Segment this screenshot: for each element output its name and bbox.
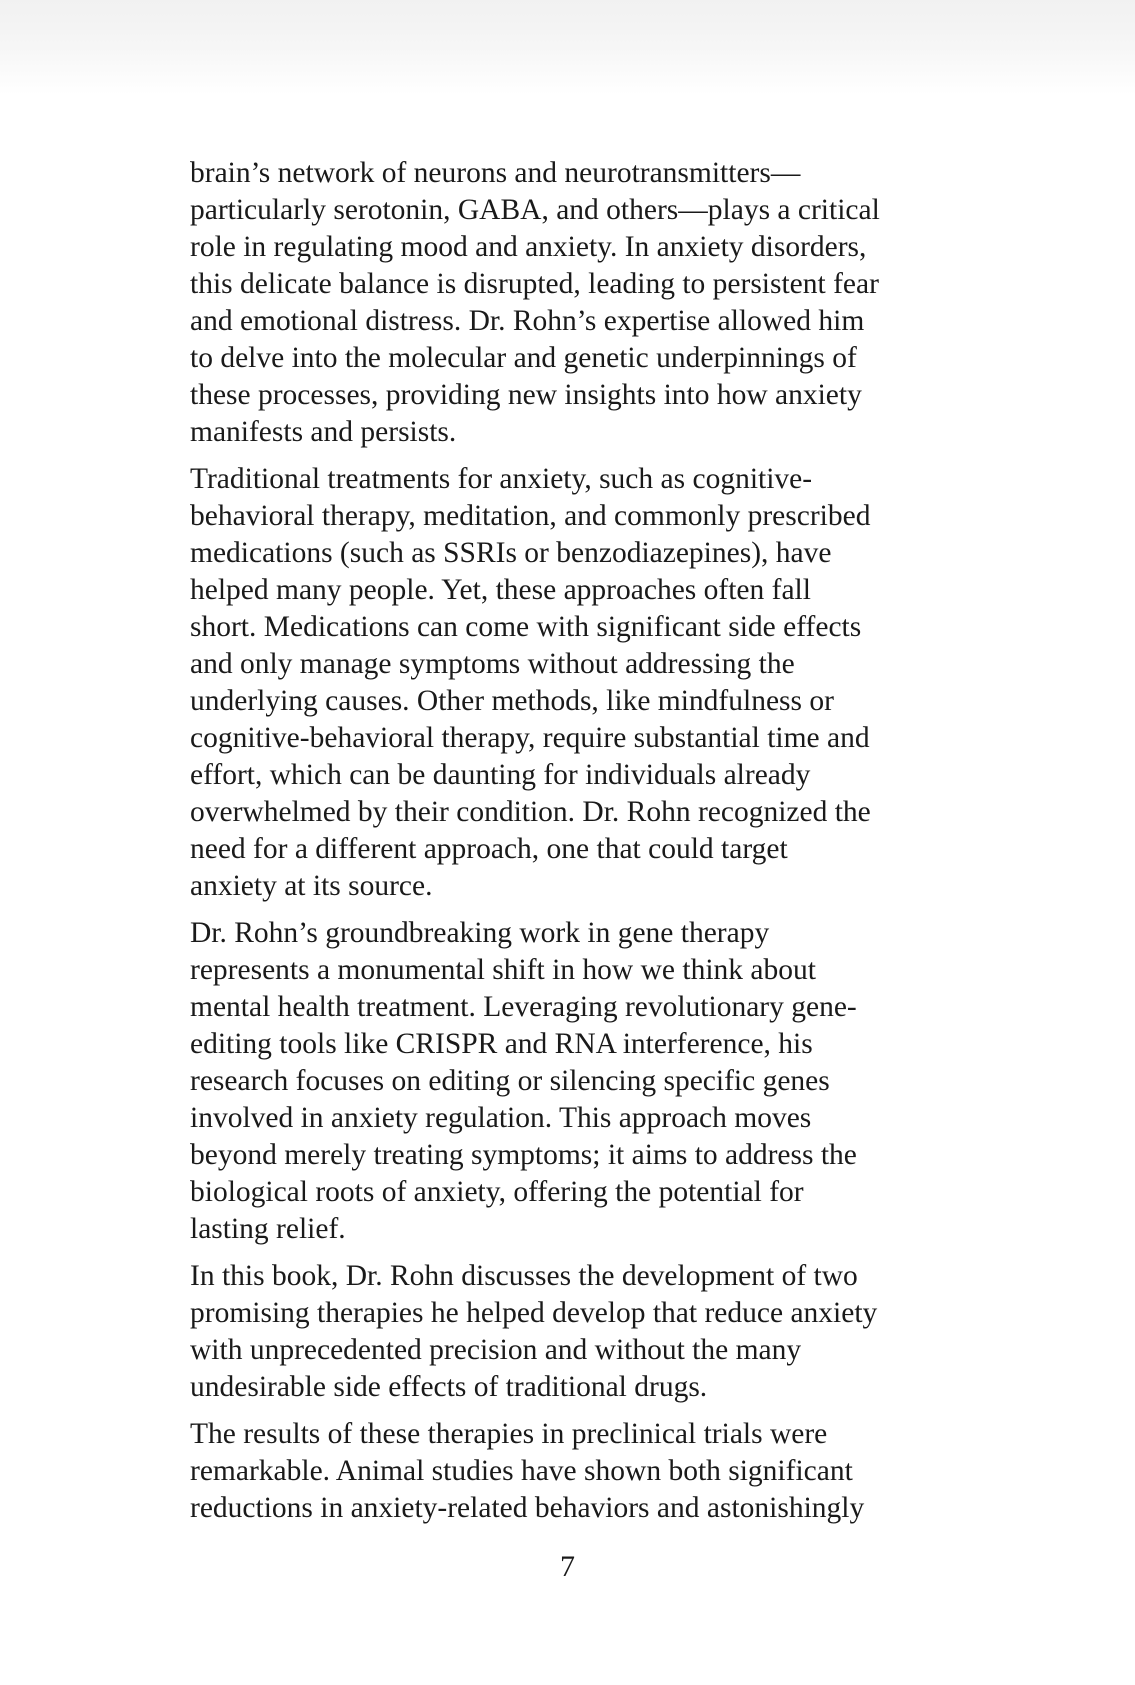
text-line: Traditional treatments for anxiety, such as cognitive-: [190, 463, 813, 495]
text-line: these processes, providing new insights into how anxiety: [190, 379, 862, 411]
text-line: particularly serotonin, GABA, and others—plays a critical: [190, 194, 880, 226]
text-line: In this book, Dr. Rohn discusses the development of two: [190, 1260, 858, 1292]
text-line: behavioral therapy, meditation, and commonly prescribed: [190, 500, 871, 532]
text-line: helped many people. Yet, these approaches often fall: [190, 574, 811, 606]
text-line: and emotional distress. Dr. Rohn’s expertise allowed him: [190, 305, 865, 337]
body-text: [190, 155, 950, 1537]
text-line: beyond merely treating symptoms; it aims to address the: [190, 1139, 857, 1171]
text-line: mental health treatment. Leveraging revolutionary gene-: [190, 991, 857, 1023]
text-line: cognitive-behavioral therapy, require substantial time and: [190, 722, 870, 754]
text-line: brain’s network of neurons and neurotransmitters—: [190, 157, 801, 189]
text-line: short. Medications can come with significant side effects: [190, 611, 862, 643]
paragraph-2: [190, 461, 950, 905]
text-line: represents a monumental shift in how we think about: [190, 954, 816, 986]
text-line: The results of these therapies in preclinical trials were: [190, 1418, 828, 1450]
text-line: with unprecedented precision and without the many: [190, 1334, 802, 1366]
paragraph-1: [190, 155, 950, 451]
paragraph-5: [190, 1416, 950, 1527]
text-line: biological roots of anxiety, offering the potential for: [190, 1176, 804, 1208]
text-line: research focuses on editing or silencing specific genes: [190, 1065, 830, 1097]
text-line: Dr. Rohn’s groundbreaking work in gene therapy: [190, 917, 770, 949]
text-line: overwhelmed by their condition. Dr. Rohn recognized the: [190, 796, 871, 828]
page-number: 7: [560, 1550, 575, 1583]
text-line: promising therapies he helped develop that reduce anxiety: [190, 1297, 878, 1329]
text-line: effort, which can be daunting for individuals already: [190, 759, 811, 791]
text-line: underlying causes. Other methods, like mindfulness or: [190, 685, 834, 717]
text-line: remarkable. Animal studies have shown both significant: [190, 1455, 853, 1487]
text-line: manifests and persists.: [190, 416, 457, 448]
text-line: reductions in anxiety-related behaviors and astonishingly: [190, 1492, 865, 1524]
paragraph-3: [190, 915, 950, 1248]
text-line: undesirable side effects of traditional drugs.: [190, 1371, 708, 1403]
paragraph-4: [190, 1258, 950, 1406]
text-line: anxiety at its source.: [190, 870, 433, 902]
text-line: and only manage symptoms without addressing the: [190, 648, 795, 680]
text-line: involved in anxiety regulation. This approach moves: [190, 1102, 812, 1134]
text-line: editing tools like CRISPR and RNA interference, his: [190, 1028, 813, 1060]
text-line: role in regulating mood and anxiety. In anxiety disorders,: [190, 231, 867, 263]
text-line: this delicate balance is disrupted, leading to persistent fear: [190, 268, 879, 300]
text-line: need for a different approach, one that could target: [190, 833, 788, 865]
text-line: medications (such as SSRIs or benzodiazepines), have: [190, 537, 832, 569]
text-line: lasting relief.: [190, 1213, 346, 1245]
text-line: to delve into the molecular and genetic underpinnings of: [190, 342, 857, 374]
scan-shadow: [0, 0, 1135, 95]
